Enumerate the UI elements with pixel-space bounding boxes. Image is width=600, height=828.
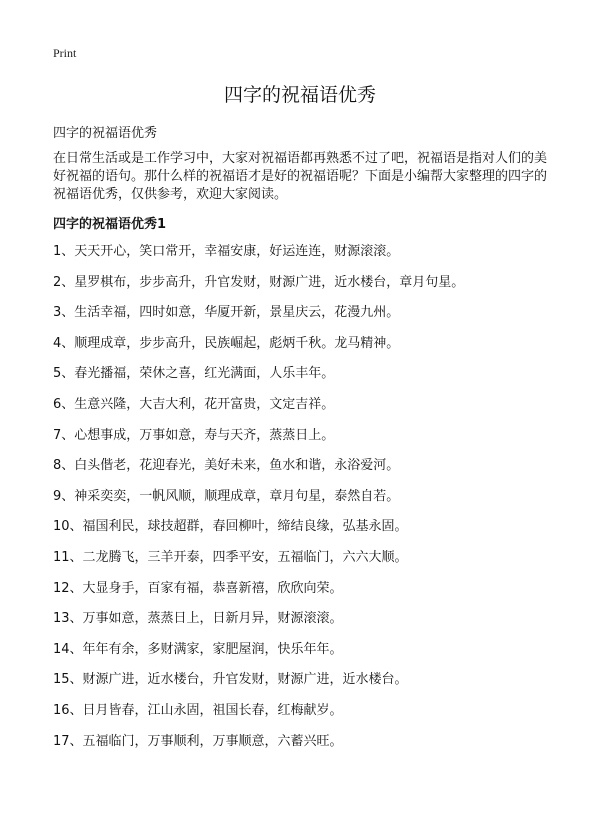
blessing-list [53, 244, 563, 764]
list-item: 14、年年有余，多财满家，家肥屋润，快乐年年。 [53, 641, 343, 657]
list-item: 5、春光播福，荣休之喜，红光满面，人乐丰年。 [53, 366, 335, 382]
section-heading: 四字的祝福语优秀1 [53, 217, 167, 232]
list-item: 16、日月皆春，江山永固，祖国长春，红梅献岁。 [53, 702, 343, 718]
list-item: 15、财源广进，近水楼台，升官发财，财源广进，近水楼台。 [53, 672, 408, 688]
list-item: 4、顺理成章，步步高升，民族崛起，彪炳千秋。龙马精神。 [53, 335, 400, 351]
list-item: 6、生意兴隆，大吉大利，花开富贵，文定吉祥。 [53, 396, 335, 412]
document-subtitle: 四字的祝福语优秀 [53, 126, 158, 141]
list-item: 10、福国利民，球技超群，春回柳叶，缔结良缘，弘基永固。 [53, 519, 408, 535]
print-link[interactable]: Print [53, 46, 77, 60]
list-item: 9、神采奕奕，一帆风顺，顺理成章，章月句星，泰然自若。 [53, 488, 400, 504]
list-item: 7、心想事成，万事如意，寿与天齐，蒸蒸日上。 [53, 427, 335, 443]
list-item: 11、二龙腾飞，三羊开泰，四季平安，五福临门，六六大顺。 [53, 549, 408, 565]
list-item: 1、天天开心，笑口常开，幸福安康，好运连连，财源滚滚。 [53, 244, 400, 259]
list-item: 3、生活幸福，四时如意，华厦开新，景星庆云，花漫九州。 [53, 305, 400, 321]
intro-paragraph: 在日常生活或是工作学习中，大家对祝福语都再熟悉不过了吧，祝福语是指对人们的美好祝福的语句。那什么样的祝福语才是好的祝福语呢？下面是小编帮大家整理的四字的祝福语优秀，仅供参考，欢迎大家阅读。 [53, 151, 548, 202]
page-title: 四字的祝福语优秀 [223, 84, 376, 106]
list-item: 12、大显身手，百家有福，恭喜新禧，欣欣向荣。 [53, 580, 343, 596]
list-item: 8、白头偕老，花迎春光，美好未来，鱼水和谐，永浴爱河。 [53, 458, 400, 474]
list-item: 2、星罗棋布，步步高升，升官发财，财源广进，近水楼台，章月句星。 [53, 274, 465, 290]
list-item: 17、五福临门，万事顺利，万事顺意，六蓄兴旺。 [53, 733, 343, 749]
list-item: 13、万事如意，蒸蒸日上，日新月异，财源滚滚。 [53, 611, 343, 627]
